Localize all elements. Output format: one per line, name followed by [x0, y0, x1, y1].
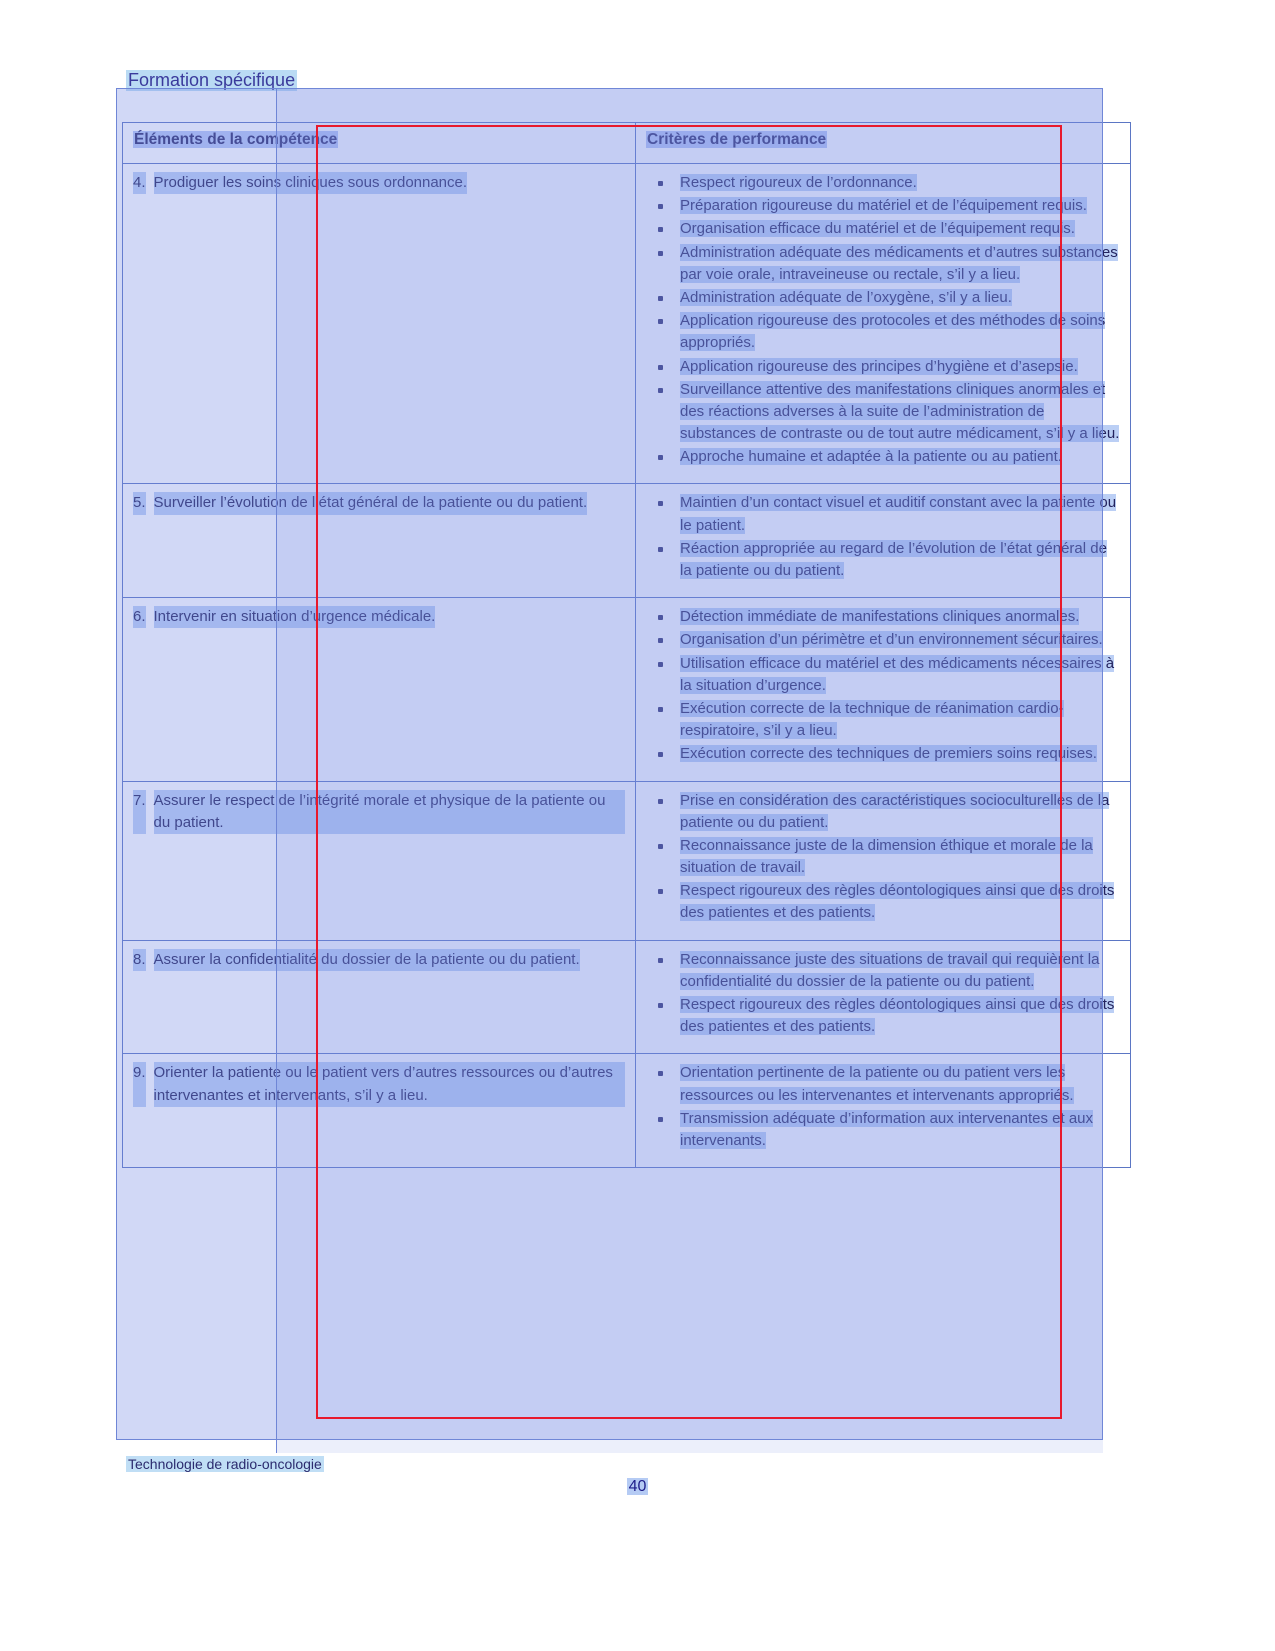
criterion-text: Respect rigoureux des règles déontologiques ainsi que des droits des patientes et des patients.: [680, 882, 1115, 922]
bullet-icon: [658, 319, 663, 324]
bullet-icon: [658, 799, 663, 804]
element-entry: [133, 949, 625, 971]
table-row: [123, 164, 1131, 484]
criterion-text: Application rigoureuse des protocoles et des méthodes de soins appropriés.: [680, 312, 1106, 352]
list-item: [646, 743, 1120, 765]
criterion-text: Reconnaissance juste de la dimension éthique et morale de la situation de travail.: [680, 836, 1093, 877]
bullet-icon: [658, 1003, 663, 1008]
bullet-icon: [658, 388, 663, 393]
element-text: Prodiguer les soins cliniques sous ordonnance.: [154, 172, 468, 194]
table-header-row: [123, 123, 1131, 164]
element-entry: [133, 492, 625, 514]
element-cell: [123, 1054, 636, 1168]
bullet-icon: [658, 181, 663, 186]
bullet-icon: [658, 547, 663, 552]
criteria-cell: [636, 598, 1131, 781]
criteria-list: [646, 492, 1120, 582]
footer-program-name: Technologie de radio-oncologie: [128, 1456, 322, 1472]
list-item: [646, 606, 1120, 628]
bullet-icon: [658, 615, 663, 620]
table-row: [123, 1054, 1131, 1168]
list-item: [646, 835, 1120, 879]
criterion-text: Administration adéquate de l’oxygène, s’il y a lieu.: [680, 288, 1012, 306]
table-header-cell-criteria: [636, 123, 1131, 164]
list-item: [646, 653, 1120, 697]
criteria-cell: [636, 781, 1131, 940]
bullet-icon: [658, 296, 663, 301]
element-text: Assurer le respect de l’intégrité morale et physique de la patiente ou du patient.: [154, 790, 625, 834]
list-item: [646, 446, 1120, 468]
table-header-cell-elements: [123, 123, 636, 164]
criterion-text: Préparation rigoureuse du matériel et de l’équipement requis.: [680, 197, 1087, 215]
element-cell: [123, 164, 636, 484]
element-number: 7.: [133, 790, 146, 834]
list-item: [646, 790, 1120, 834]
column-header-elements: Éléments de la compétence: [134, 131, 338, 148]
criteria-cell: [636, 1054, 1131, 1168]
bullet-icon: [658, 501, 663, 506]
footer-page-number: [0, 1478, 1275, 1496]
list-item: [646, 994, 1120, 1038]
criterion-text: Exécution correcte de la technique de réanimation cardio-respiratoire, s’il y a lieu.: [680, 699, 1064, 740]
element-cell: [123, 484, 636, 598]
criterion-text: Détection immédiate de manifestations cliniques anormales.: [680, 608, 1080, 626]
bullet-icon: [658, 638, 663, 643]
element-cell: [123, 598, 636, 781]
criterion-text: Utilisation efficace du matériel et des médicaments nécessaires à la situation d’urgence.: [680, 654, 1115, 694]
list-item: [646, 242, 1120, 286]
list-item: [646, 379, 1120, 446]
element-text: Intervenir en situation d’urgence médicale.: [154, 606, 436, 628]
bullet-icon: [658, 707, 663, 712]
list-item: [646, 287, 1120, 309]
criterion-text: Respect rigoureux de l’ordonnance.: [680, 174, 917, 191]
element-text: Surveiller l’évolution de l’état général de la patiente ou du patient.: [154, 492, 588, 514]
criterion-text: Reconnaissance juste des situations de travail qui requièrent la confidentialité du dossier de la patiente ou du patient.: [680, 950, 1100, 990]
element-cell: [123, 940, 636, 1054]
bullet-icon: [658, 958, 663, 963]
competency-table-body: [123, 123, 1131, 1168]
element-cell: [123, 781, 636, 940]
element-entry: [133, 790, 625, 834]
element-number: 6.: [133, 606, 146, 628]
element-entry: [133, 172, 625, 194]
list-item: [646, 492, 1120, 536]
bullet-icon: [658, 844, 663, 849]
criterion-text: Organisation d’un périmètre et d’un environnement sécuritaires.: [680, 631, 1103, 649]
criteria-list: [646, 790, 1120, 925]
list-item: [646, 172, 1120, 194]
list-item: [646, 1108, 1120, 1152]
element-entry: [133, 1062, 625, 1106]
bullet-icon: [658, 662, 663, 667]
criteria-cell: [636, 164, 1131, 484]
criteria-list: [646, 1062, 1120, 1152]
competency-table: [122, 122, 1131, 1168]
element-number: 5.: [133, 492, 146, 514]
list-item: [646, 195, 1120, 217]
list-item: [646, 538, 1120, 582]
bullet-icon: [658, 752, 663, 757]
criterion-text: Respect rigoureux des règles déontologiques ainsi que des droits des patientes et des patients.: [680, 996, 1115, 1036]
list-item: [646, 949, 1120, 993]
bullet-icon: [658, 1071, 663, 1076]
table-row: [123, 781, 1131, 940]
criterion-text: Orientation pertinente de la patiente ou du patient vers les ressources ou les intervenantes et intervenants appropriés.: [680, 1064, 1074, 1104]
criterion-text: Organisation efficace du matériel et de l’équipement requis.: [680, 220, 1075, 238]
element-number: 9.: [133, 1062, 146, 1106]
column-header-criteria: Critères de performance: [647, 131, 827, 148]
list-item: [646, 310, 1120, 354]
criteria-list: [646, 949, 1120, 1039]
bullet-icon: [658, 455, 663, 460]
criteria-list: [646, 172, 1120, 468]
list-item: [646, 698, 1120, 742]
table-row: [123, 484, 1131, 598]
criterion-text: Maintien d’un contact visuel et auditif constant avec la patiente ou le patient.: [680, 494, 1117, 534]
criterion-text: Réaction appropriée au regard de l’évolution de l’état général de la patiente ou du patient.: [680, 539, 1107, 579]
criterion-text: Application rigoureuse des principes d’hygiène et d’asepsie.: [680, 357, 1078, 375]
table-row: [123, 598, 1131, 781]
criterion-text: Exécution correcte des techniques de premiers soins requises.: [680, 745, 1097, 763]
criterion-text: Approche humaine et adaptée à la patiente ou au patient.: [680, 448, 1062, 466]
page-header-title: Formation spécifique: [128, 70, 296, 90]
bullet-icon: [658, 251, 663, 256]
element-number: 8.: [133, 949, 146, 971]
list-item: [646, 218, 1120, 240]
table-row: [123, 940, 1131, 1054]
criteria-cell: [636, 940, 1131, 1054]
list-item: [646, 1062, 1120, 1106]
element-number: 4.: [133, 172, 146, 194]
criterion-text: Prise en considération des caractéristiques socioculturelles de la patiente ou du patient.: [680, 791, 1110, 831]
list-item: [646, 880, 1120, 924]
criterion-text: Transmission adéquate d’information aux intervenantes et aux intervenants.: [680, 1109, 1094, 1149]
criteria-cell: [636, 484, 1131, 598]
list-item: [646, 356, 1120, 378]
criterion-text: Surveillance attentive des manifestations cliniques anormales et des réactions adverses à la suite de l’administration de substances de contraste ou de tout autre médicament, s’il y a lieu.: [680, 380, 1120, 443]
page-number-value: 40: [628, 1478, 647, 1495]
list-item: [646, 629, 1120, 651]
bullet-icon: [658, 889, 663, 894]
element-text: Orienter la patiente ou le patient vers d’autres ressources ou d’autres intervenantes et intervenants, s’il y a lieu.: [154, 1062, 625, 1106]
bullet-icon: [658, 204, 663, 209]
bullet-icon: [658, 365, 663, 370]
element-text: Assurer la confidentialité du dossier de la patiente ou du patient.: [154, 949, 580, 971]
bullet-icon: [658, 227, 663, 232]
criterion-text: Administration adéquate des médicaments et d’autres substances par voie orale, intraveineuse ou rectale, s’il y a lieu.: [680, 243, 1118, 283]
bullet-icon: [658, 1117, 663, 1122]
element-entry: [133, 606, 625, 628]
criteria-list: [646, 606, 1120, 765]
